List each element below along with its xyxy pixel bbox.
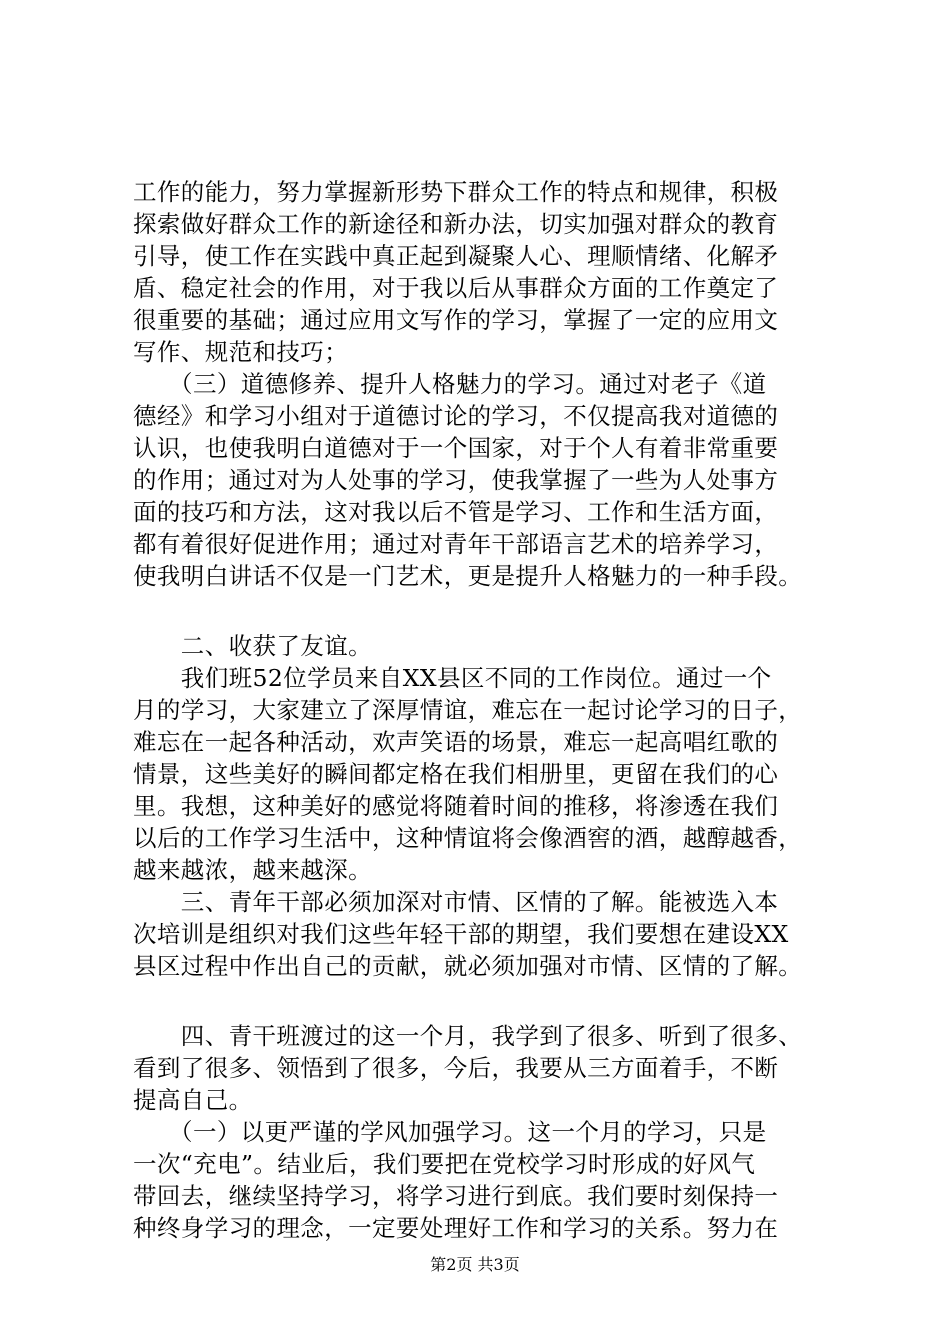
paragraph-block-2 xyxy=(133,630,853,982)
text-line: 一次“充电”。结业后，我们要把在党校学习时形成的好风气 xyxy=(133,1150,756,1178)
text-line: 的作用；通过对为人处事的学习，使我掌握了一些为人处事方 xyxy=(133,466,779,494)
text-line: （一）以更严谨的学风加强学习。这一个月的学习，只是 xyxy=(133,1118,767,1146)
text-line: 面的技巧和方法，这对我以后不管是学习、工作和生活方面， xyxy=(133,498,779,526)
text-line: 越来越浓，越来越深。 xyxy=(133,856,372,884)
text-line: 种终身学习的理念，一定要处理好工作和学习的关系。努力在 xyxy=(133,1214,779,1242)
text-line: 写作、规范和技巧； xyxy=(133,338,349,366)
page-number: 第2页 共3页 xyxy=(430,1255,520,1274)
text-line: 认识，也使我明白道德对于一个国家，对于个人有着非常重要 xyxy=(133,434,779,462)
text-line: 德经》和学习小组对于道德讨论的学习，不仅提高我对道德的 xyxy=(133,402,779,430)
text-line: 盾、稳定社会的作用，对于我以后从事群众方面的工作奠定了 xyxy=(133,274,779,302)
text-line: （三）道德修养、提升人格魅力的学习。通过对老子《道 xyxy=(133,370,767,398)
paragraph-block-1 xyxy=(133,176,853,592)
section-heading: 二、收获了友谊。 xyxy=(133,632,372,660)
text-line: 都有着很好促进作用；通过对青年干部语言艺术的培养学习， xyxy=(133,530,779,558)
text-line: 工作的能力，努力掌握新形势下群众工作的特点和规律，积极 xyxy=(133,178,779,206)
text-line: 里。我想，这种美好的感觉将随着时间的推移，将渗透在我们 xyxy=(133,792,779,820)
text-line: 难忘在一起各种活动，欢声笑语的场景，难忘一起高唱红歌的 xyxy=(133,728,779,756)
text-line: 看到了很多、领悟到了很多，今后，我要从三方面着手，不断 xyxy=(133,1054,779,1082)
text-line: 我们班52位学员来自XX县区不同的工作岗位。通过一个 xyxy=(133,664,772,692)
paragraph-gap xyxy=(133,982,853,1020)
page-footer xyxy=(0,1255,950,1275)
paragraph-block-3 xyxy=(133,1020,853,1244)
text-line: 引导，使工作在实践中真正起到凝聚人心、理顺情绪、化解矛 xyxy=(133,242,779,270)
text-line: 四、青干班渡过的这一个月，我学到了很多、听到了很多、 xyxy=(133,1022,803,1050)
paragraph-gap xyxy=(133,592,853,630)
text-line: 情景，这些美好的瞬间都定格在我们相册里，更留在我们的心 xyxy=(133,760,779,788)
text-line: 带回去，继续坚持学习，将学习进行到底。我们要时刻保持一 xyxy=(133,1182,779,1210)
text-line: 提高自己。 xyxy=(133,1086,253,1114)
text-line: 以后的工作学习生活中，这种情谊将会像酒窖的酒，越醇越香， xyxy=(133,824,803,852)
text-line: 很重要的基础；通过应用文写作的学习，掌握了一定的应用文 xyxy=(133,306,779,334)
text-line: 县区过程中作出自己的贡献，就必须加强对市情、区情的了解。 xyxy=(133,952,803,980)
text-line: 使我明白讲话不仅是一门艺术，更是提升人格魅力的一种手段。 xyxy=(133,562,803,590)
text-line: 三、青年干部必须加深对市情、区情的了解。能被选入本 xyxy=(133,888,779,916)
text-line: 次培训是组织对我们这些年轻干部的期望，我们要想在建设XX xyxy=(133,920,789,948)
text-line: 月的学习，大家建立了深厚情谊，难忘在一起讨论学习的日子， xyxy=(133,696,803,724)
document-body xyxy=(133,176,853,1244)
text-line: 探索做好群众工作的新途径和新办法，切实加强对群众的教育 xyxy=(133,210,779,238)
